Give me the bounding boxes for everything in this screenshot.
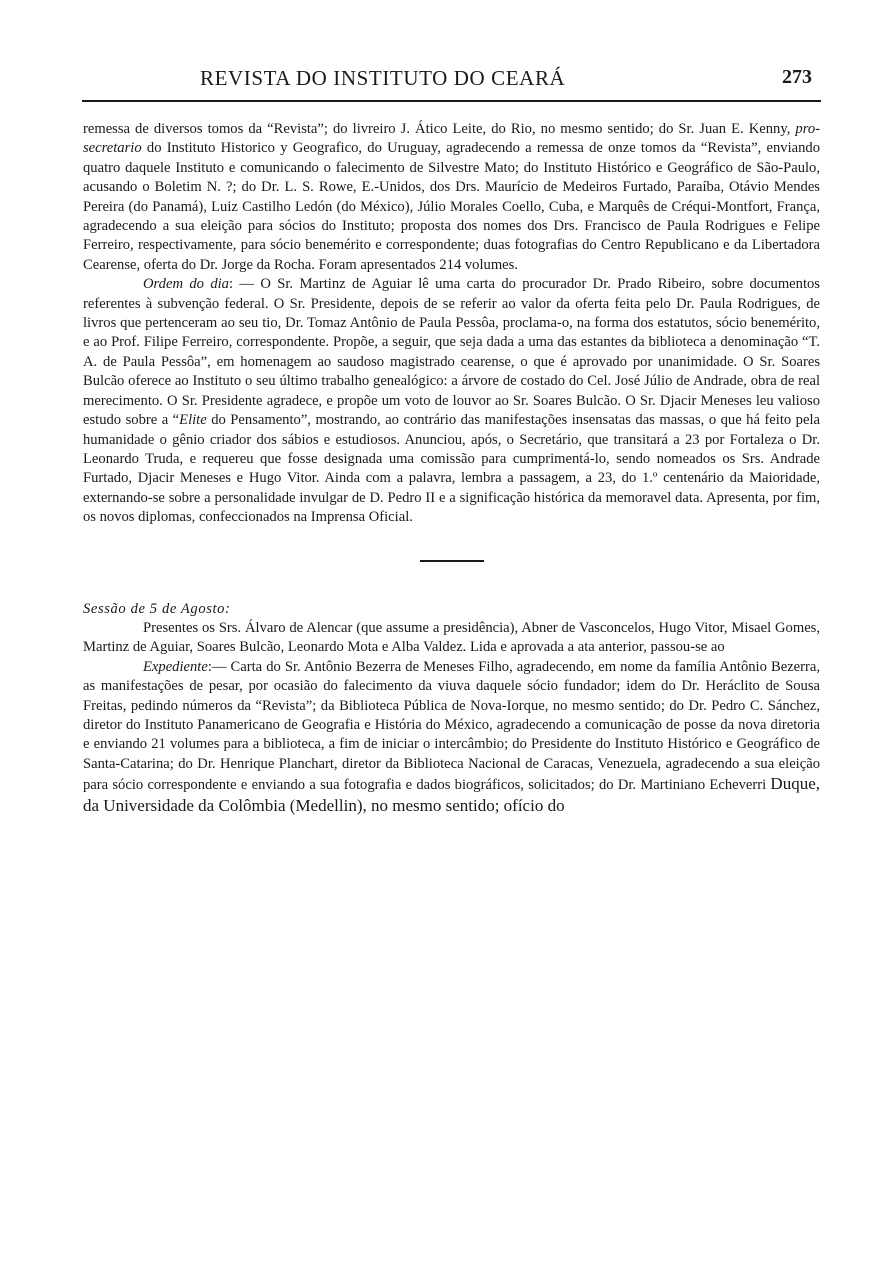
section-label-expediente: Expediente xyxy=(143,658,208,675)
section-separator xyxy=(420,560,484,562)
last-line: Duque, da Universidade da Colômbia (Medellin), no mesmo sentido; ofício do xyxy=(83,774,820,815)
italic-term: Elite xyxy=(179,412,207,429)
running-header xyxy=(200,66,820,94)
page-number: 273 xyxy=(782,66,812,88)
paragraph-presentes: Presentes os Srs. Álvaro de Alencar (que assume a presidência), Abner de Vasconcelos, Hugo Vitor, Misael Gomes, Martinz de Aguiar, Soares Bulcão, Leonardo Mota e Alba Valdez. Lida e aprovada a ata anterior, passou-se ao xyxy=(83,619,820,656)
session-heading: Sessão de 5 de Agosto: xyxy=(83,600,231,617)
paragraph-expediente: Expediente:— Carta do Sr. Antônio Bezerra de Meneses Filho, agradecendo, em nome da família Antônio Bezerra, as manifestações de pesar, por ocasião do falecimento da viuva daquele sócio fundador; idem do Dr. Heráclito de Sousa Freitas, pedindo números da “Revista”; da Biblioteca Pública de Nova-Iorque, no mesmo sentido; do Dr. Pedro C. Sánchez, diretor do Instituto Panamericano de Geografia e História do México, agradecendo a comunicação de posse da nova diretoria e enviando 21 volumes para a biblioteca, a fim de iniciar o intercâmbio; do Presidente do Instituto Histórico e Geográfico de Santa-Catarina; do Dr. Henrique Planchart, diretor da Biblioteca Nacional de Caracas, Venezuela, agradecendo a sua eleição para sócio correspondente e enviando a sua fotografia e dados biográficos, solicitados; do Dr. Martiniano Echeverri Duque, da Universidade da Colômbia (Medellin), no mesmo sentido; ofício do xyxy=(83,658,820,815)
page-body xyxy=(83,120,820,817)
header-rule xyxy=(82,100,821,102)
italic-term: pro-secretario xyxy=(83,121,820,157)
paragraph-expediente-continued: remessa de diversos tomos da “Revista”; do livreiro J. Ático Leite, do Rio, no mesmo sentido; do Sr. Juan E. Kenny, pro-secretario do Instituto Historico y Geografico, do Uruguay, agradecendo a remessa de onze tomos da “Revista”, enviando quatro daquele Instituto e comunicando o falecimento de Silvestre Mato; do Instituto Histórico e Geográfico de São-Paulo, acusando o Boletim N. ?; do Dr. L. S. Rowe, E.-Unidos, dos Drs. Maurício de Medeiros Furtado, Paraíba, Otávio Mendes Pereira (do Panamá), Luiz Castilho Ledón (do México), Júlio Morales Coello, Cuba, e Marquês de Créqui-Montfort, França, agradecendo a sua eleição para sócios do Instituto; proposta dos nomes dos Drs. Francisco de Paula Rodrigues e Felipe Ferreiro, respectivamente, para sócio benemérito e correspondente; duas fotografias do Centro Republicano e da Libertadora Cearense, oferta do Dr. Jorge da Rocha. Foram apresentados 214 volumes. xyxy=(83,121,820,273)
section-label-ordem-do-dia: Ordem do dia xyxy=(143,276,229,293)
journal-title: REVISTA DO INSTITUTO DO CEARÁ xyxy=(200,66,566,90)
paragraph-ordem-do-dia: Ordem do dia: — O Sr. Martinz de Aguiar lê uma carta do procurador Dr. Prado Ribeiro, sobre documentos referentes à subvenção federal. O Sr. Presidente, depois de se referir ao valor da oferta feita pelo Dr. Paula Rodrigues, de livros que pertenceram ao seu tio, Dr. Tomaz Antônio de Paula Pessôa, proclama-o, na forma dos estatutos, sócio benemérito, e ao Prof. Filipe Ferreiro, correspondente. Propõe, a seguir, que seja dada a uma das estantes da biblioteca a denominação “T. A. de Paula Pessôa”, em homenagem ao saudoso magistrado cearense, o que é aprovado por unanimidade. O Sr. Soares Bulcão oferece ao Instituto o seu último trabalho genealógico: a árvore de costado do Cel. José Júlio de Andrade, obra de real merecimento. O Sr. Presidente agradece, e propõe um voto de louvor ao Sr. Soares Bulcão. O Sr. Djacir Meneses leu valioso estudo sobre a “Elite do Pensamento”, mostrando, ao contrário das manifestações insensatas das massas, o que há feito pela humanidade o gênio criador dos sábios e estudiosos. Anunciou, após, o Secretário, que transitará a 23 por Fortaleza o Dr. Leonardo Truda, e requereu que fosse designada uma comissão para cumprimentá-lo, sendo nomeados os Srs. Andrade Furtado, Djacir Meneses e Hugo Vitor. Ainda com a palavra, lembra a passagem, a 23, do 1.º centenário da Maioridade, externando-se sobre a personalidade invulgar de D. Pedro II e a significação histórica da memoravel data. Apresenta, por fim, os novos diplomas, confeccionados na Imprensa Oficial. xyxy=(83,276,820,526)
